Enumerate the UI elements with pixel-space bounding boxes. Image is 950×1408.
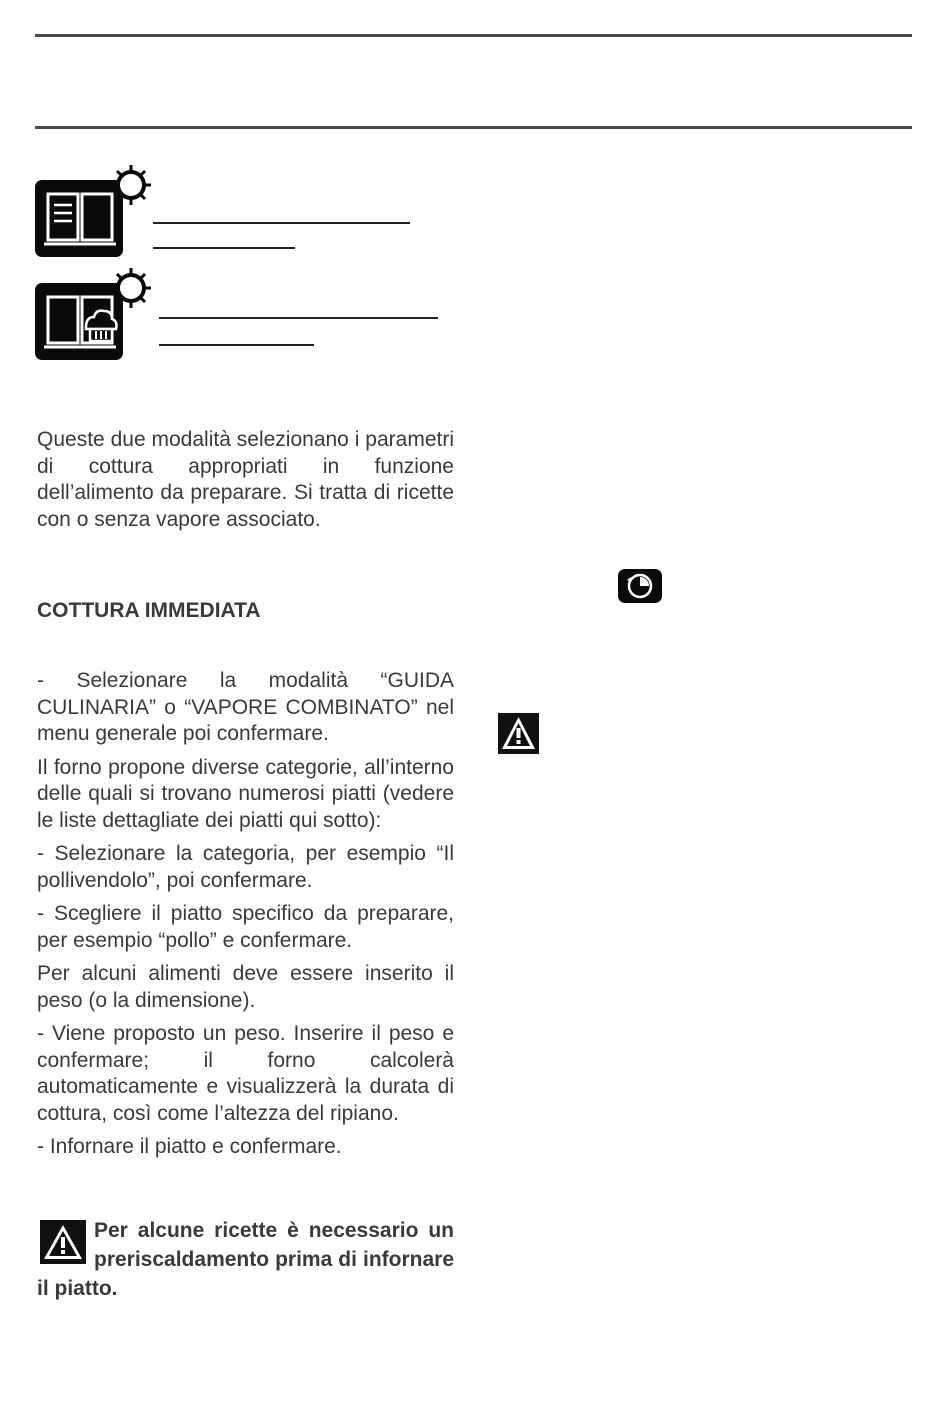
- intro-block: [37, 427, 454, 540]
- steps-list: [37, 668, 454, 1168]
- steam-recipe-book-icon: [34, 263, 152, 368]
- warning-triangle-icon: [498, 713, 539, 759]
- step-paragraph: - Infornare il piatto e confermare.: [37, 1135, 342, 1158]
- step-paragraph: Il forno propone diverse categorie, all’interno delle quali si trovano numerosi piatti (vedere le liste dettagliate dei piatti qui sotto):: [37, 755, 454, 832]
- step-paragraph: - Scegliere il piatto specifico da preparare, per esempio “pollo” e confermare.: [37, 902, 454, 952]
- preheat-warning: [37, 1216, 454, 1303]
- steam-title-line-1: [159, 317, 438, 319]
- top-rule: [35, 34, 912, 37]
- section-heading: COTTURA IMMEDIATA: [37, 599, 261, 622]
- steam-title-line-2: [159, 344, 314, 346]
- step-paragraph: Per alcuni alimenti deve essere inserito il peso (o la dimensione).: [37, 962, 454, 1012]
- guide-title-line-2: [153, 247, 295, 249]
- step-paragraph: - Viene proposto un peso. Inserire il peso e confermare; il forno calcolerà automaticamente e visualizzerà la durata di cottura, così come l’altezza del ripiano.: [37, 1022, 454, 1125]
- header-rule: [35, 126, 912, 129]
- recipe-book-icon: [34, 160, 152, 265]
- timer-icon: [618, 569, 662, 608]
- guide-title-line-1: [153, 222, 410, 224]
- intro-paragraph: Queste due modalità selezionano i parametri di cottura appropriati in funzione dell’alimento da preparare. Si tratta di ricette con o senza vapore associato.: [37, 428, 454, 531]
- step-paragraph: - Selezionare la categoria, per esempio “Il pollivendolo”, poi confermare.: [37, 842, 454, 892]
- step-paragraph: - Selezionare la modalità “GUIDA CULINARIA” o “VAPORE COMBINATO” nel menu generale poi confermare.: [37, 669, 454, 745]
- warning-triangle-icon: [40, 1220, 86, 1264]
- warning-text: Per alcune ricette è necessario un preriscaldamento prima di infornare il piatto.: [37, 1219, 454, 1300]
